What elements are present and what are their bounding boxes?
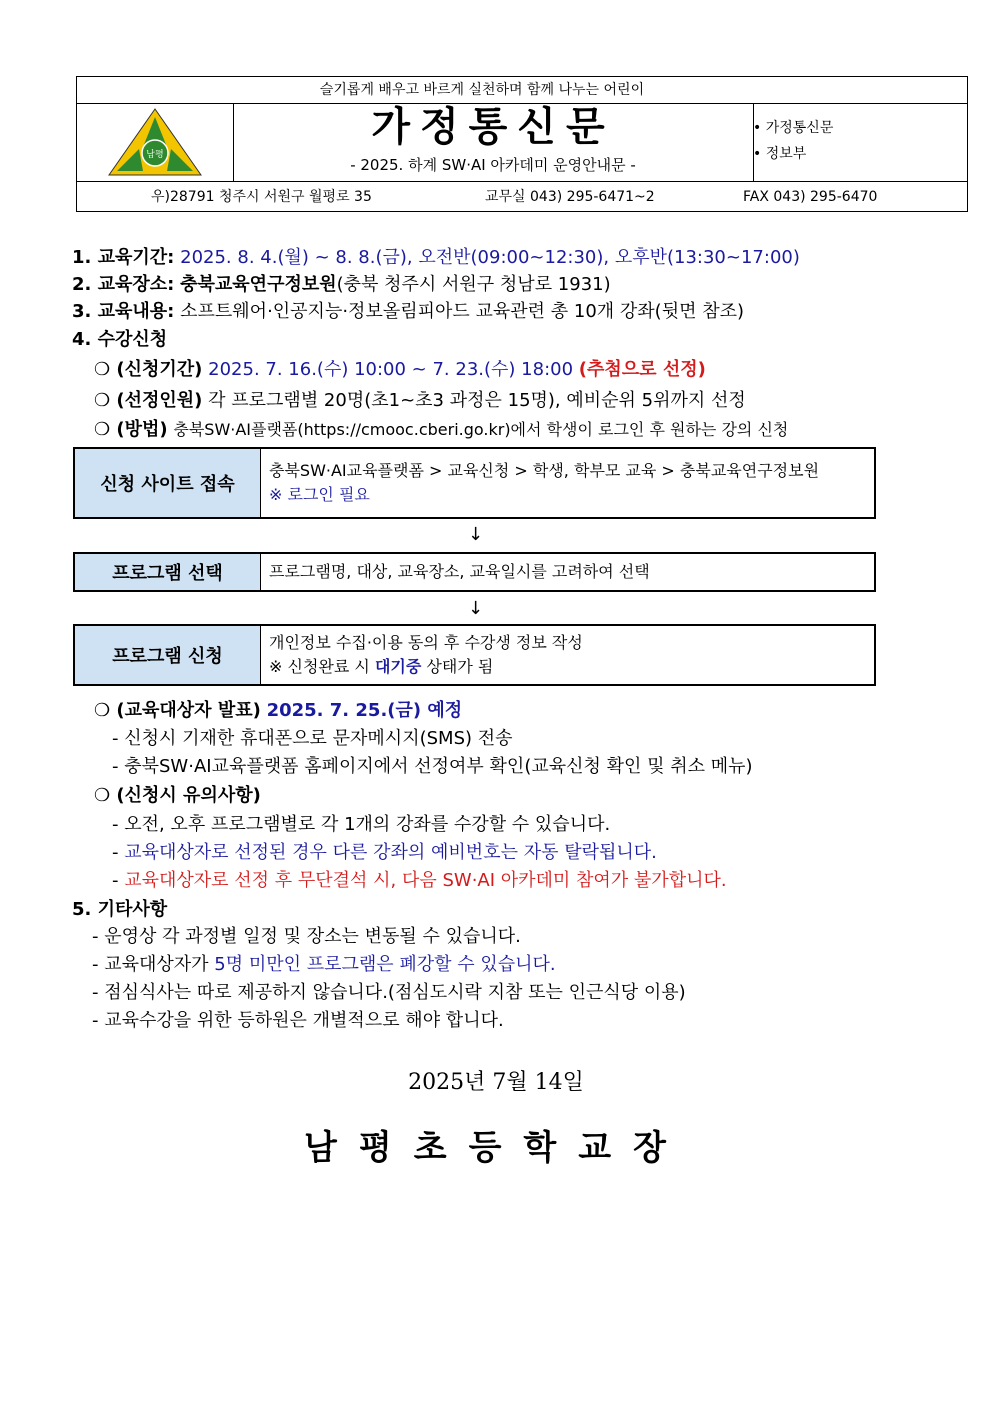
- etc-item: - 교육대상자가 5명 미만인 프로그램은 폐강할 수 있습니다.: [92, 954, 556, 975]
- caution-item: - 교육대상자로 선정 후 무단결석 시, 다음 SW·AI 아카데미 참여가 불가합니다.: [112, 870, 727, 891]
- title-cell: [233, 103, 754, 181]
- step-label: 신청 사이트 접속: [75, 449, 261, 517]
- tag-item: • 가정통신문: [753, 120, 834, 136]
- item-place: 2. 교육장소: 충북교육연구정보원(충북 청주시 서원구 청남로 1931): [72, 274, 611, 295]
- fax-number: FAX 043) 295-6470: [743, 189, 878, 205]
- item-content: 3. 교육내용: 소프트웨어·인공지능·정보올림피아드 교육관련 총 10개 강좌(뒷면 참조): [72, 301, 744, 322]
- step-label: 프로그램 선택: [75, 554, 261, 590]
- principal-signature: 남평초등학교장: [304, 1128, 688, 1168]
- announce-detail: - 충북SW·AI교육플랫폼 홈페이지에서 선정여부 확인(교육신청 확인 및 취소 메뉴): [112, 756, 753, 777]
- apply-selection: ❍ (선정인원) 각 프로그램별 20명(초1~초3 과정은 15명), 예비순위 5위까지 선정: [94, 390, 746, 411]
- caution-item: - 오전, 오후 프로그램별로 각 1개의 강좌를 수강할 수 있습니다.: [112, 814, 611, 835]
- etc-label: 5. 기타사항: [72, 899, 168, 920]
- step-box-access: [73, 447, 876, 519]
- step-content: 프로그램명, 대상, 교육장소, 교육일시를 고려하여 선택: [269, 562, 650, 581]
- arrow-down-icon: ↓: [468, 598, 484, 619]
- arrow-down-icon: ↓: [468, 524, 484, 545]
- postal-address: 우)28791 청주시 서원구 월평로 35: [151, 189, 372, 205]
- tag-item: • 정보부: [753, 146, 807, 162]
- etc-item: - 교육수강을 위한 등하원은 개별적으로 해야 합니다.: [92, 1010, 504, 1031]
- document-subtitle: - 2025. 하계 SW·AI 아카데미 운영안내문 -: [350, 156, 636, 174]
- office-phone: 교무실 043) 295-6471~2: [485, 189, 655, 205]
- etc-item: - 점심식사는 따로 제공하지 않습니다.(점심도시락 지참 또는 인근식당 이용): [92, 982, 686, 1003]
- step-content: 충북SW·AI교육플랫폼 > 교육신청 > 학생, 학부모 교육 > 충북교육연구정보원 ※ 로그인 필요: [269, 461, 820, 504]
- logo-cell: [77, 103, 234, 181]
- issue-date: 2025년 7월 14일: [408, 1070, 584, 1095]
- caution-item: - 교육대상자로 선정된 경우 다른 강좌의 예비번호는 자동 탈락됩니다.: [112, 842, 657, 863]
- item-apply: 4. 수강신청: [72, 329, 168, 350]
- document-title: 가정통신문: [371, 104, 615, 150]
- logo-text: 남평: [146, 150, 164, 160]
- step-box-apply: [73, 624, 876, 686]
- step-label: 프로그램 신청: [75, 626, 261, 684]
- step-content: 개인정보 수집·이용 동의 후 수강생 정보 작성 ※ 신청완료 시 대기중 상태가 됨: [269, 633, 583, 676]
- tags-cell: [753, 103, 967, 181]
- step-box-select: [73, 552, 876, 592]
- caution-label: ❍ (신청시 유의사항): [94, 785, 261, 806]
- etc-item: - 운영상 각 과정별 일정 및 장소는 변동될 수 있습니다.: [92, 926, 521, 947]
- letter-header: [76, 76, 968, 212]
- apply-period: ❍ (신청기간) 2025. 7. 16.(수) 10:00 ~ 7. 23.(수) 18:00 (추첨으로 선정): [94, 359, 706, 380]
- apply-method: ❍ (방법) 충북SW·AI플랫폼(https://cmooc.cberi.go.kr)에서 학생이 로그인 후 원하는 강의 신청: [94, 419, 789, 440]
- announce-date: ❍ (교육대상자 발표) 2025. 7. 25.(금) 예정: [94, 700, 463, 721]
- address-row: [77, 181, 967, 212]
- announce-detail: - 신청시 기재한 휴대폰으로 문자메시지(SMS) 전송: [112, 728, 513, 749]
- school-logo-icon: [77, 103, 233, 181]
- item-period: 1. 교육기간: 2025. 8. 4.(월) ~ 8. 8.(금), 오전반(09:00~12:30), 오후반(13:30~17:00): [72, 247, 800, 268]
- school-motto: 슬기롭게 배우고 바르게 실천하며 함께 나누는 어린이: [77, 77, 967, 104]
